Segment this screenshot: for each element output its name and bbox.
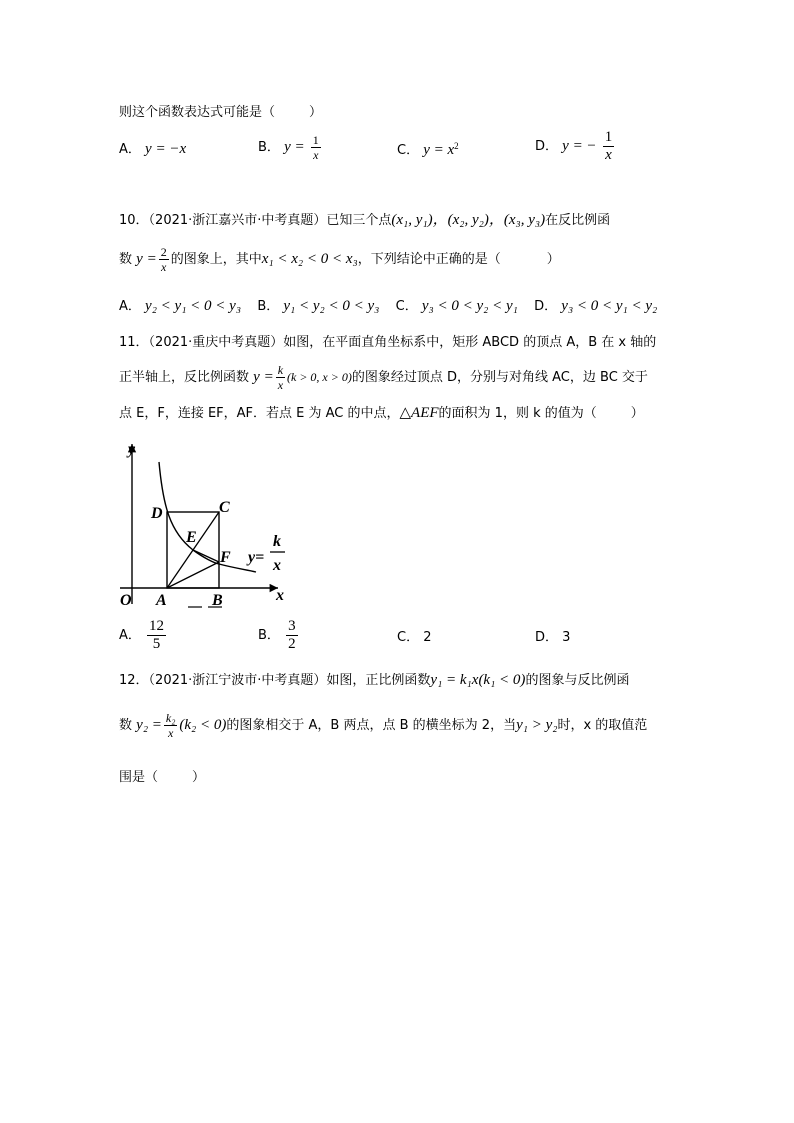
q12-line3-text: 围是（ — [119, 770, 159, 785]
q12-line1 — [119, 673, 629, 688]
q12-line3-close: ） — [192, 770, 206, 785]
q12-func2-lhs: y₂ = — [136, 717, 162, 733]
q10-option-c[interactable]: C． y₃ < 0 < y₂ < y₁ — [395, 298, 518, 314]
option-label: A． — [119, 142, 141, 157]
option-expr: $y = x^2$ — [423, 141, 459, 158]
option-label: D． — [535, 139, 559, 154]
q11-option-d[interactable] — [535, 631, 570, 644]
fraction: $\frac{k}{x}$ — [277, 363, 284, 392]
option-label: A． — [119, 628, 141, 643]
q10-points: (x₁, y₁)，(x₂, y₂)，(x₃, y₃) — [391, 212, 546, 228]
q10-option-d[interactable]: D． y₃ < 0 < y₁ < y₂ — [534, 298, 658, 314]
option-expr-lhs: y = − — [562, 138, 597, 154]
q11-line1: 11．（2021·重庆中考真题）如图，在平面直角坐标系中，矩形 ABCD 的顶点 A，B 在 x 轴的 — [119, 335, 657, 350]
segment-af — [167, 562, 219, 588]
q9-stem-close: ） — [309, 105, 323, 120]
q9-option-c[interactable] — [397, 142, 459, 158]
fraction: $\frac{\text{k₂}}{x}$ — [165, 711, 176, 740]
q9-option-d[interactable] — [535, 130, 616, 163]
q12-ineq: y₁ > y₂ — [516, 717, 558, 733]
q12-cond2: (k₂ < 0) — [179, 717, 227, 733]
option-value: 2 — [423, 630, 432, 645]
q11-line3-close: ） — [630, 406, 644, 421]
label-d: D — [151, 505, 163, 522]
q11-option-c[interactable] — [397, 631, 432, 644]
fraction: $\frac{1}{x}$ — [312, 133, 319, 162]
label-f: F — [220, 549, 231, 566]
q11-line2 — [119, 364, 648, 391]
option-label: C． — [397, 143, 420, 158]
option-label: B． — [258, 628, 280, 643]
q12-line1-pre: 12．（2021·浙江宁波市·中考真题）如图，正比例函数 — [119, 673, 431, 688]
q12-line3 — [119, 771, 205, 784]
q11-func-cond: (k > 0, x > 0) — [287, 370, 352, 384]
q10-line1 — [119, 213, 610, 228]
option-label: D． — [535, 630, 559, 645]
fraction: $\frac{3}{2}$ — [288, 618, 296, 652]
label-o: O — [120, 592, 132, 609]
q9-stem-text: 则这个函数表达式可能是（ — [119, 105, 276, 120]
label-e: E — [186, 529, 197, 546]
q11-line3-pre: 点 E，F，连接 EF，AF．若点 E 为 AC 的中点， — [119, 406, 400, 421]
q10-line2-post: ，下列结论中正确的是（ — [357, 252, 501, 267]
curve-label-den: x — [273, 557, 281, 574]
q11-line3 — [119, 406, 644, 421]
q10-header: 10．（2021·浙江嘉兴市·中考真题）已知三个点 — [119, 213, 392, 228]
segment-ef — [193, 550, 219, 562]
q10-condition: x₁ < x₂ < 0 < x₃ — [261, 251, 358, 267]
q9-option-a[interactable] — [119, 142, 186, 157]
fraction: $\frac{1}{x}$ — [604, 129, 613, 163]
q10-option-b[interactable]: B． y₁ < y₂ < 0 < y₃ — [257, 298, 380, 314]
q10-options — [119, 299, 657, 314]
q12-func1: y₁ = k₁x — [430, 672, 479, 688]
option-label: C． — [397, 630, 420, 645]
label-y: y — [128, 441, 136, 458]
q12-line2 — [119, 712, 647, 739]
q10-line2-pre: 数 — [119, 252, 133, 267]
option-expr: y = −x — [145, 141, 187, 157]
q12-cond1: (k₁ < 0) — [478, 672, 526, 688]
option-value: 3 — [562, 630, 571, 645]
q11-option-a[interactable] — [119, 619, 168, 652]
option-label: B． — [258, 140, 280, 155]
q11-option-b[interactable] — [258, 619, 300, 652]
q11-line3-post: 的面积为 1，则 k 的值为（ — [438, 406, 597, 421]
q10-line2 — [119, 246, 560, 273]
q11-figure — [118, 436, 293, 616]
label-x: x — [276, 587, 284, 604]
hyperbola-curve — [159, 462, 256, 572]
q10-after-points: 在反比例函 — [545, 213, 611, 228]
curve-label-num: k — [273, 533, 281, 550]
label-c: C — [219, 499, 230, 516]
q10-line2-mid: 的图象上，其中 — [170, 252, 262, 267]
label-a: A — [156, 592, 167, 609]
fraction: $\frac{2}{x}$ — [160, 245, 167, 274]
q11-func-lhs: y = — [253, 369, 274, 385]
q12-line2-mid: 的图象相交于 A，B 两点，点 B 的横坐标为 2，当 — [226, 718, 517, 733]
label-b: B — [212, 592, 223, 609]
q9-stem — [119, 106, 322, 119]
q12-line2-post: 时，x 的取值范 — [557, 718, 648, 733]
q11-line2-post: 的图象经过顶点 D，分别与对角线 AC，边 BC 交于 — [351, 370, 648, 385]
curve-label-lhs: y= — [248, 549, 265, 566]
q11-triangle: △AEF — [399, 405, 439, 421]
q12-line2-pre: 数 — [119, 718, 133, 733]
fraction: $\frac{12}{5}$ — [149, 618, 165, 652]
q11-line2-pre: 正半轴上，反比例函数 — [119, 370, 250, 385]
q9-option-b[interactable] — [258, 134, 323, 161]
q12-line1-post: 的图象与反比例函 — [525, 673, 630, 688]
q10-func-lhs: y = — [136, 251, 157, 267]
q10-option-a[interactable]: A． y₂ < y₁ < 0 < y₃ — [119, 298, 242, 314]
option-expr-lhs: y = — [284, 139, 305, 155]
q10-line2-close: ） — [546, 252, 560, 267]
